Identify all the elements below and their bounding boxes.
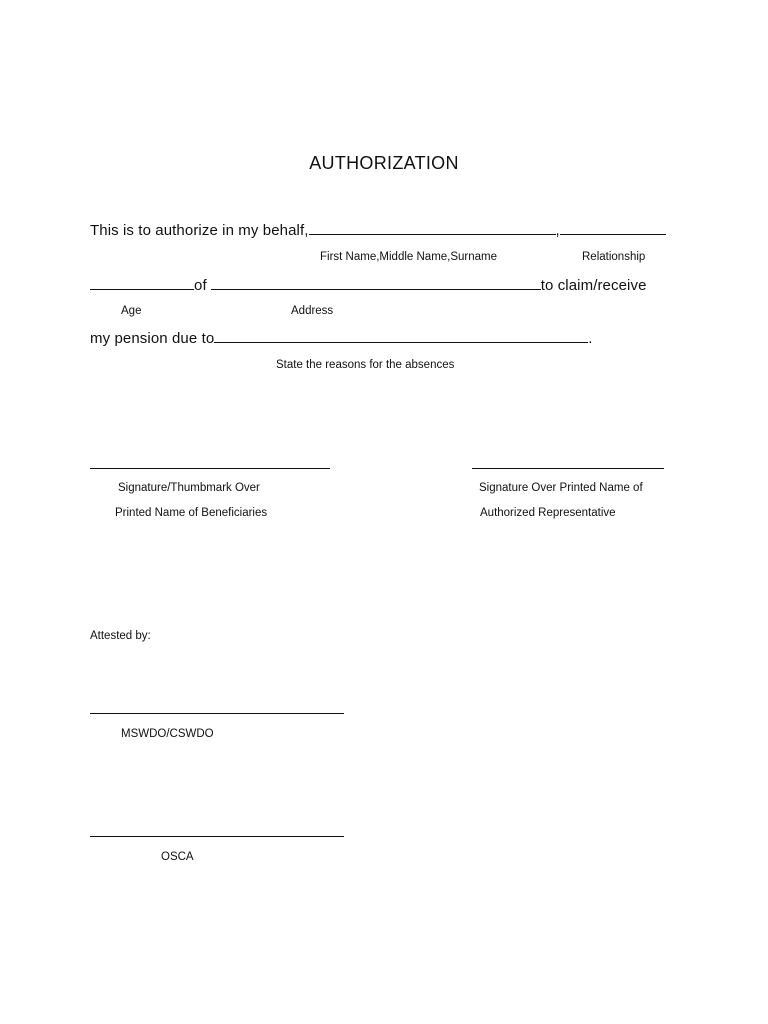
- authorize-line: [90, 222, 666, 239]
- of-text: of: [194, 277, 207, 294]
- beneficiary-signature-line[interactable]: [90, 468, 330, 469]
- address-blank[interactable]: [211, 277, 541, 290]
- mswdo-signature-line[interactable]: [90, 713, 344, 714]
- beneficiary-signature-label-2: Printed Name of Beneficiaries: [115, 507, 268, 519]
- representative-signature-label-2: Authorized Representative: [480, 507, 616, 519]
- pension-line: [90, 330, 593, 347]
- period: .: [588, 330, 593, 347]
- representative-signature-label-1: Signature Over Printed Name of: [479, 482, 643, 494]
- reason-blank[interactable]: [214, 330, 588, 343]
- age-address-line: [90, 277, 647, 294]
- relationship-blank[interactable]: [560, 222, 666, 235]
- authorize-text: This is to authorize in my behalf,: [90, 222, 309, 239]
- relationship-label: Relationship: [582, 251, 646, 263]
- pension-text: my pension due to: [90, 330, 215, 347]
- beneficiary-signature-label-1: Signature/Thumbmark Over: [118, 482, 260, 494]
- reasons-label: State the reasons for the absences: [276, 359, 455, 371]
- osca-label: OSCA: [161, 851, 194, 863]
- name-label: First Name,Middle Name,Surname: [320, 251, 498, 263]
- address-label: Address: [291, 305, 334, 317]
- age-blank[interactable]: [90, 277, 194, 290]
- osca-signature-line[interactable]: [90, 836, 344, 837]
- comma-separator: ,: [555, 222, 560, 239]
- representative-signature-line[interactable]: [472, 468, 664, 469]
- claim-text: to claim/receive: [540, 277, 647, 294]
- age-label: Age: [121, 305, 142, 317]
- name-blank[interactable]: [309, 222, 556, 235]
- mswdo-label: MSWDO/CSWDO: [121, 728, 214, 740]
- attested-by-label: Attested by:: [90, 630, 151, 642]
- document-title: AUTHORIZATION: [309, 153, 459, 173]
